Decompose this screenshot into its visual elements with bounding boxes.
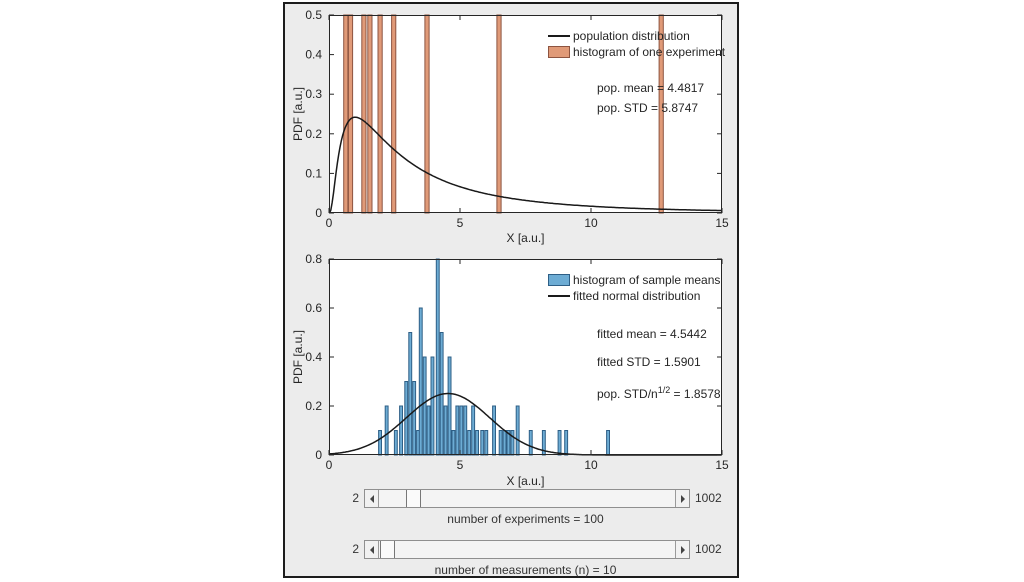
stat-superscript: 1/2 bbox=[657, 385, 671, 395]
legend-item-histogram-one-experiment bbox=[548, 44, 725, 60]
legend-item-fitted-normal bbox=[548, 288, 720, 304]
svg-text:0.8: 0.8 bbox=[305, 252, 322, 266]
line-swatch-icon bbox=[548, 35, 570, 37]
arrow-right-icon bbox=[681, 495, 685, 503]
measurements-slider-min-label: 2 bbox=[352, 542, 359, 556]
svg-text:0.4: 0.4 bbox=[305, 350, 322, 364]
svg-text:0: 0 bbox=[325, 216, 333, 230]
arrow-right-icon bbox=[681, 546, 685, 554]
svg-text:5: 5 bbox=[456, 458, 464, 472]
measurements-slider[interactable] bbox=[364, 540, 690, 559]
patch-swatch-icon bbox=[548, 46, 570, 58]
legend-label: fitted normal distribution bbox=[573, 289, 701, 303]
measurements-slider-thumb[interactable] bbox=[380, 541, 395, 558]
slider-right-arrow-button[interactable] bbox=[675, 541, 689, 558]
population-y-axis-label: PDF [a.u.] bbox=[291, 86, 305, 142]
legend-label: population distribution bbox=[573, 29, 690, 43]
slider-right-arrow-button[interactable] bbox=[675, 490, 689, 507]
stat-text: = 1.8578 bbox=[670, 387, 721, 401]
svg-text:0.3: 0.3 bbox=[305, 87, 322, 102]
pop-std-value: pop. STD = 5.8747 bbox=[597, 101, 699, 115]
sample-means-x-axis-label: X [a.u.] bbox=[506, 474, 545, 488]
slider-left-arrow-button[interactable] bbox=[365, 490, 379, 507]
legend-item-histogram-sample-means bbox=[548, 272, 720, 288]
patch-swatch-icon bbox=[548, 274, 570, 286]
fitted-std-value: fitted STD = 1.5901 bbox=[597, 355, 701, 369]
measurements-slider-max-label: 1002 bbox=[695, 542, 722, 556]
experiments-slider-min-label: 2 bbox=[352, 491, 359, 505]
measurements-slider-caption: number of measurements (n) = 10 bbox=[434, 563, 617, 577]
svg-text:10: 10 bbox=[584, 458, 598, 472]
arrow-left-icon bbox=[370, 495, 374, 503]
experiments-slider-max-label: 1002 bbox=[695, 491, 722, 505]
svg-text:0: 0 bbox=[315, 206, 322, 220]
svg-text:0.2: 0.2 bbox=[305, 399, 322, 413]
experiments-slider-caption: number of experiments = 100 bbox=[447, 512, 604, 526]
legend-label: histogram of one experiment bbox=[573, 45, 726, 59]
experiments-slider-thumb[interactable] bbox=[406, 490, 421, 507]
fitted-mean-value: fitted mean = 4.5442 bbox=[597, 327, 707, 341]
legend-item-population-distribution bbox=[548, 28, 725, 44]
arrow-left-icon bbox=[370, 546, 374, 554]
line-swatch-icon bbox=[548, 295, 570, 297]
experiments-slider[interactable] bbox=[364, 489, 690, 508]
svg-text:0.5: 0.5 bbox=[305, 8, 322, 22]
svg-text:10: 10 bbox=[584, 216, 598, 230]
svg-text:0: 0 bbox=[315, 448, 322, 462]
svg-text:0.6: 0.6 bbox=[305, 301, 322, 315]
svg-text:0: 0 bbox=[325, 458, 333, 472]
svg-text:5: 5 bbox=[456, 216, 464, 230]
sample-means-stats-text bbox=[597, 320, 721, 408]
population-stats-text bbox=[597, 78, 704, 118]
population-x-axis-label: X [a.u.] bbox=[506, 231, 545, 245]
legend-label: histogram of sample means bbox=[573, 273, 721, 287]
figure-window bbox=[283, 2, 739, 578]
stat-text: pop. STD/n bbox=[597, 387, 658, 401]
population-legend bbox=[548, 28, 725, 60]
svg-text:0.4: 0.4 bbox=[305, 47, 322, 62]
svg-text:0.2: 0.2 bbox=[305, 126, 322, 141]
svg-text:15: 15 bbox=[715, 216, 729, 230]
sample-means-legend bbox=[548, 272, 720, 304]
svg-text:0.1: 0.1 bbox=[305, 166, 322, 181]
sample-means-y-axis-label: PDF [a.u.] bbox=[291, 329, 305, 385]
svg-text:15: 15 bbox=[715, 458, 729, 472]
pop-std-over-sqrt-n-value bbox=[597, 376, 721, 408]
slider-left-arrow-button[interactable] bbox=[365, 541, 379, 558]
pop-mean-value: pop. mean = 4.4817 bbox=[597, 81, 705, 95]
